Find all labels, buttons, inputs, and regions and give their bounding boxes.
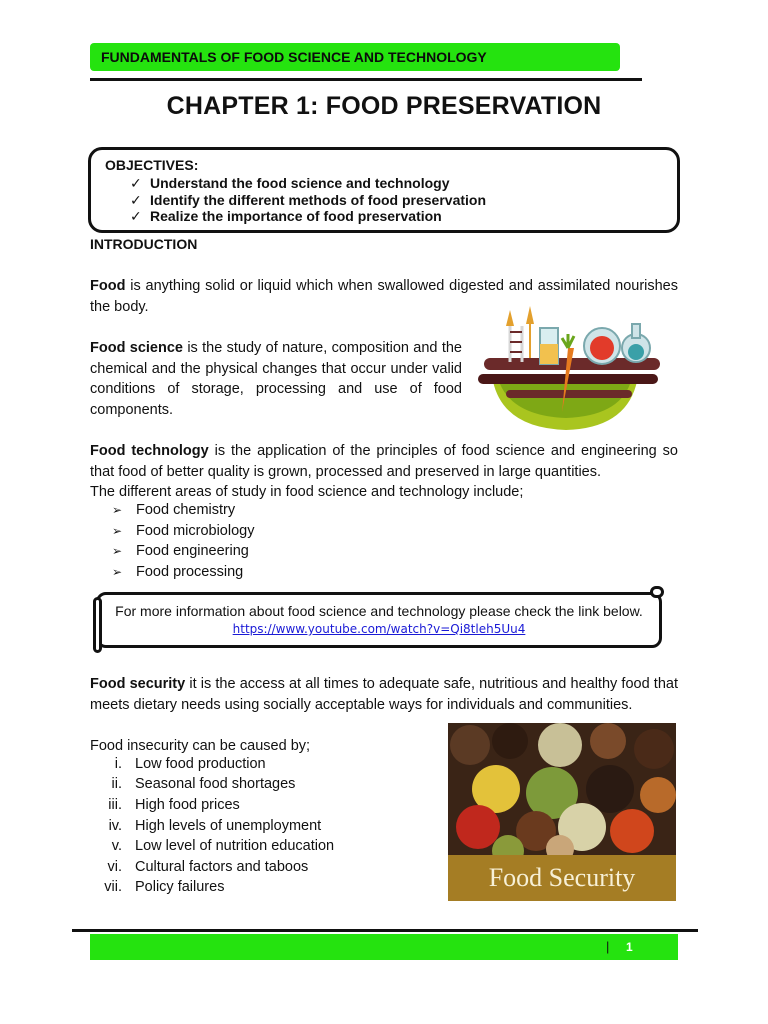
- arrow-bullet-icon: ➢: [112, 544, 123, 558]
- causes-intro: Food insecurity can be caused by;: [90, 738, 311, 754]
- youtube-link[interactable]: https://www.youtube.com/watch?v=Qi8tleh5Uu4: [232, 622, 526, 636]
- header-label: FUNDAMENTALS OF FOOD SCIENCE AND TECHNOLOGY: [101, 49, 487, 65]
- areas-intro: The different areas of study in food science and technology include;: [90, 484, 524, 500]
- arrow-bullet-icon: ➢: [112, 565, 123, 579]
- objective-item: ✓ Understand the food science and technology: [130, 175, 450, 191]
- list-item: High levels of unemployment: [135, 818, 322, 834]
- objective-item: ✓ Realize the importance of food preservation: [130, 208, 442, 224]
- list-item: Low food production: [135, 756, 266, 772]
- list-item: ➢ Food engineering: [112, 543, 249, 559]
- checkmark-icon: ✓: [130, 192, 142, 208]
- checkmark-icon: ✓: [130, 208, 142, 224]
- introduction-heading: INTRODUCTION: [90, 236, 198, 252]
- header-rule: [90, 78, 642, 81]
- list-item: Low level of nutrition education: [135, 838, 335, 854]
- list-item: ➢ Food processing: [112, 564, 244, 580]
- list-item: ➢ Food chemistry: [112, 502, 236, 518]
- food-technology-definition: Food technology is the application of the principles of food science and engineering so that food of better quality is grown, processed and preserved in large quantities.: [90, 443, 678, 480]
- info-text: For more information about food science and technology please check the link below.: [115, 603, 643, 619]
- list-item: Cultural factors and taboos: [135, 859, 309, 875]
- checkmark-icon: ✓: [130, 175, 142, 191]
- food-science-definition: Food science is the study of nature, composition and the chemical and the physical changes that occur under valid conditions of storage, processing and use of food components.: [90, 340, 462, 418]
- arrow-bullet-icon: ➢: [112, 524, 123, 538]
- food-science-illustration-icon: [470, 298, 670, 438]
- info-scroll-box: [96, 592, 662, 648]
- list-item: ➢ Food microbiology: [112, 523, 255, 539]
- page-number: 1: [626, 940, 633, 954]
- scroll-curl-icon: [650, 586, 664, 598]
- footer-separator: |: [606, 939, 610, 954]
- arrow-bullet-icon: ➢: [112, 503, 123, 517]
- food-definition: Food is anything solid or liquid which when swallowed digested and assimilated nourishes the body.: [90, 278, 678, 315]
- list-item: High food prices: [135, 797, 240, 813]
- food-security-caption: Food Security: [448, 855, 676, 901]
- chapter-title: CHAPTER 1: FOOD PRESERVATION: [166, 92, 602, 120]
- list-item: Policy failures: [135, 879, 225, 895]
- list-item: Seasonal food shortages: [135, 776, 296, 792]
- objectives-heading: OBJECTIVES:: [105, 157, 199, 173]
- food-security-definition: Food security it is the access at all times to adequate safe, nutritious and healthy food that meets dietary needs using socially acceptable ways for individuals and communities.: [90, 676, 678, 713]
- footer-bar: [90, 934, 678, 960]
- footer-rule: [72, 929, 698, 932]
- objective-item: ✓ Identify the different methods of food preservation: [130, 192, 487, 208]
